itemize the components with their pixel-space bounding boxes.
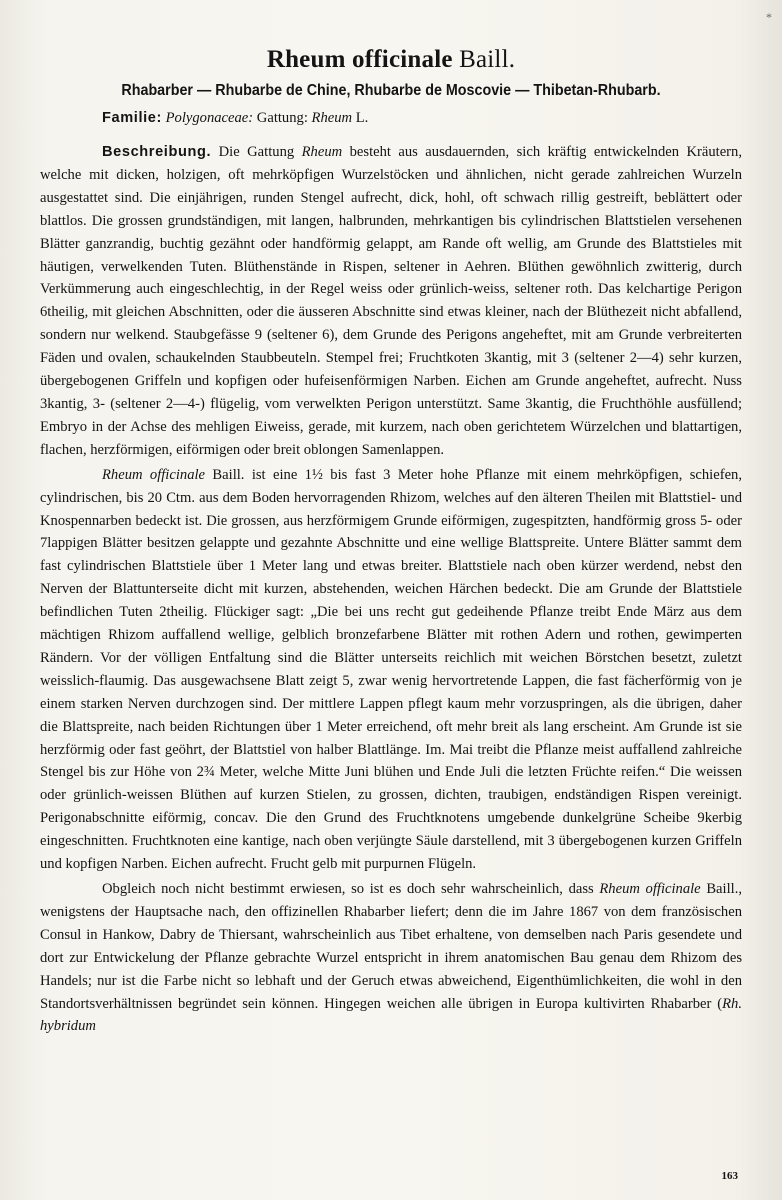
page-title xyxy=(40,46,742,74)
family-label: Familie: xyxy=(102,110,162,126)
common-names: Rhabarber — Rhubarbe de Chine, Rhubarbe de Moscovie — Thibetan-Rhubarb. xyxy=(121,82,661,99)
family-line xyxy=(102,110,742,127)
family-name: Polygonaceae: xyxy=(165,110,254,126)
title-author: Baill. xyxy=(459,46,516,73)
genus-label: Gattung: xyxy=(256,110,308,126)
genus-author: L. xyxy=(355,110,369,126)
species-text: Baill. ist eine 1½ bis fast 3 Meter hohe Pflanze mit einem mehrköpfigen, schiefen, cylindrischen, bis 20 Ctm. aus dem Boden hervorragenden Rhizom, welches auf den älteren Theilen mit Blattstiel- und Knospennarben bedeckt ist. Die grossen, aus herzförmigem Grunde eiförmigen, zugespitzten, handförmig gross 5- oder 7lappigen Blätter besitzen gelappte und gezahnte Abschnitte und eine wellige Blattspreite. Untere Blätter sammt dem fast cylindrischen Blattstiele über 1 Meter lang und etwas breiter. Blattstiele nach oben kürzer werdend, nebst den Nerven der Blattunterseite dicht mit kurzen, abstehenden, weichen Härchen bedeckt. Die am Grunde der Blattstiele befindlichen Tuten 2theilig. Flückiger sagt: „Die bei uns recht gut gedeihende Pflanze treibt Ende März aus dem mächtigen Rhizom auffallend wellige, gelblich bronzefarbene Blätter mit rothen Adern und rothen, gewimperten Rändern. Vor der völligen Entfaltung sind die Blätter unterseits reichlich mit weichen Börstchen besetzt, zuletzt weisslich-flaumig. Das ausgewachsene Blatt zeigt 5, zwar wenig hervortretende Lappen, die fast fächerförmig von je einem starken Nerven durchzogen sind. Der mittlere Lappen pflegt kaum mehr vorzuspringen, als die übrigen, daher die Blattspreite, nach beiden Richtungen über 1 Meter erreichend, oft mehr breit als lang erscheint. Am Grunde ist sie herzförmig oder fast geöhrt, der Blattstiel von halber Blattlänge. Im. Mai treibt die Pflanze meist auffallend zahlreiche Stengel bis zur Höhe von 2¾ Meter, welche Mitte Juni blühen und Ende Juli die letzten Früchte reifen.“ Die weissen oder grünlich-weissen Blüthen auf kurzen Stielen, zu grossen, dichten, traubigen, endständigen Rispen vereinigt. Perigonabschnitte eiförmig, concav. Die den Grund des Fruchtknotens umgebende dunkelgrüne Scheibe 9kerbig eingeschnitten. Fruchtknoten eine kantige, nach oben verjüngte Säule darstellend, mit 3 übergebogenen kurzen Griffeln und kopfigen Narben. Eichen aufrecht. Frucht gelb mit purpurnen Flügeln. xyxy=(40,466,743,873)
description-text-b: besteht aus ausdauernden, sich kräftig entwickelnden Kräutern, welche mit dicken, holzigen, oft mehrköpfigen Wurzelstöcken und ähnlichen, nicht gerade zahlreichen Wurzeln ausgestattet sind. Die einjährigen, runden Stengel aufrecht, dick, hohl, oft schwach rillig gestreift, beblättert oder blattlos. Die grossen grundständigen, mit langen, halbrunden, mehrkantigen bis cylindrischen Blattstielen versehenen Blätter ganzrandig, buchtig gezähnt oder handförmig gelappt, am Rande oft wellig, am Grunde des Blattstieles mit häutigen, verwelkenden Tuten. Blüthenstände in Rispen, seltener in Aehren. Blüthen gewöhnlich zwitterig, durch Verkümmerung auch eingeschlechtig, in der Regel weiss oder grünlich-weiss, seltener roth. Das kelchartige Perigon 6theilig, mit gleichen Abschnitten, oder die äusseren Abschnitte sind etwas kleiner, nach der Blüthezeit nicht abfallend, sondern nur welkend. Staubgefässe 9 (seltener 6), dem Grunde des Perigons angeheftet, mit am Grunde verbreiterten Fäden und ovalen, schaukelnden Staubbeuteln. Stempel frei; Fruchtkoten 3kantig, mit 3 (seltener 2—4) sehr kurzen, übergebogenen Griffeln und kopfigen oder hufeisenförmigen Narben. Eichen am Grunde angeheftet, aufrecht. Nuss 3kantig, 3- (seltener 2—4-) flügelig, vom verwelkten Perigon unterstützt. Same 3kantig, die Fruchthöhle ausfüllend; Embryo in der Achse des mehligen Eiweiss, gerade, mit kurzem, nach oben gerichtetem Würzelchen und blattartigen, flachen, herzförmigen, eiförmigen oder breit oblongen Samenlappen. xyxy=(40,144,742,458)
description-genus: Rheum xyxy=(301,144,343,160)
paragraph-origin xyxy=(40,878,742,1038)
origin-text-a: Obgleich noch nicht bestimmt erwiesen, so ist es doch sehr wahrscheinlich, dass xyxy=(102,881,594,897)
page-number: 163 xyxy=(721,1170,738,1182)
origin-text-b: Baill., wenigstens der Hauptsache nach, den offizinellen Rhabarber liefert; denn die im Jahre 1867 von dem französischen Consul in Hankow, Dabry de Thiersant, wahrscheinlich aus Tibet erhaltene, von demselben nach Paris gesendete und dort zur Entwickelung der Pflanze gebrachte Wurzel entspricht in ihrem anatomischen Bau genau dem Rhizom des Handels; nur ist die Farbe nicht so lebhaft und der Geruch etwas abweichend, Eigenthümlichkeiten, die wohl in den Standortsverhältnissen begründet sein können. Hingegen weichen alle übrigen in Europa kultivirten Rhabarber ( xyxy=(40,881,743,1012)
title-species: Rheum officinale xyxy=(266,46,453,73)
genus-name: Rheum xyxy=(311,110,353,126)
species-name: Rheum officinale xyxy=(102,466,206,483)
origin-species-a: Rheum officinale xyxy=(599,881,701,897)
paragraph-description xyxy=(40,141,742,462)
corner-mark: * xyxy=(766,10,772,24)
description-label: Beschreibung. xyxy=(102,144,212,160)
description-text-a: Die Gattung xyxy=(218,144,295,160)
paragraph-species xyxy=(40,464,742,876)
body-text xyxy=(40,141,742,1038)
origin-species-b: Rh. hybridum xyxy=(40,995,742,1035)
